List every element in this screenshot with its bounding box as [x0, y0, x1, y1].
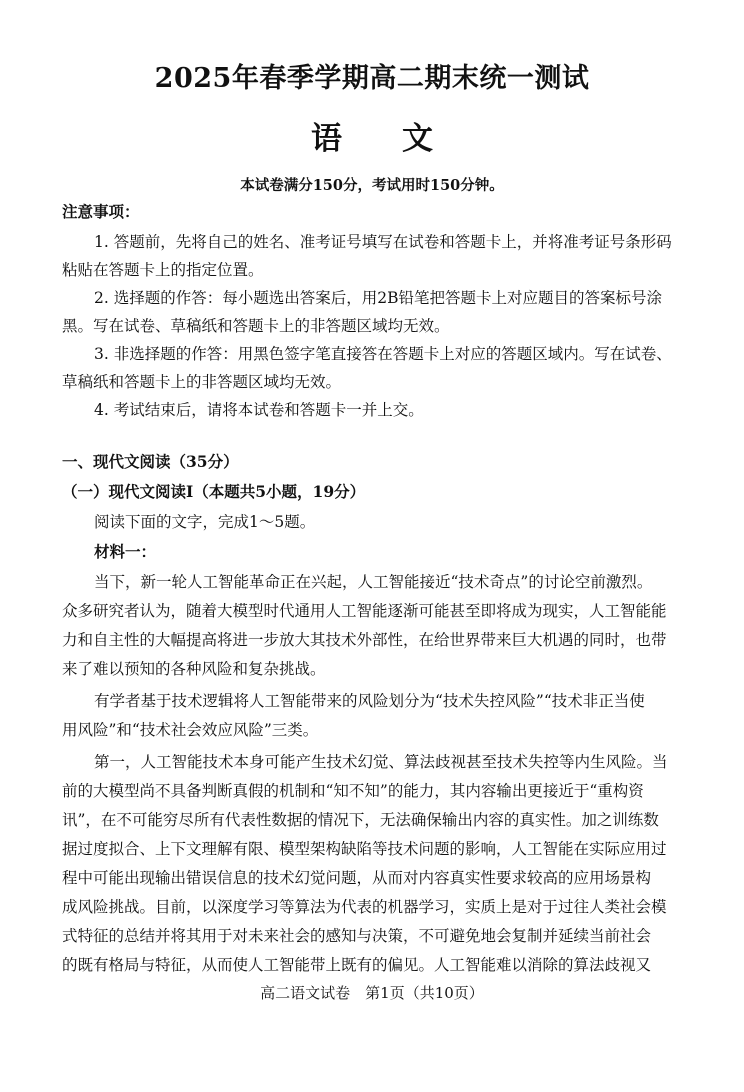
passage-line: 成风险挑战。目前，以深度学习等算法为代表的机器学习，实质上是对于过往人类社会模 — [62, 898, 667, 916]
section-subtitle: （一）现代文阅读Ⅰ（本题共5小题，19分） — [62, 482, 366, 501]
passage-line: 式特征的总结并将其用于对未来社会的感知与决策，不可避免地会复制并延续当前社会 — [62, 927, 652, 945]
notice-line: 1. 答题前，先将自己的姓名、准考证号填写在试卷和答题卡上，并将准考证号条形码 — [94, 233, 672, 251]
passage-line: 有学者基于技术逻辑将人工智能带来的风险划分为“技术失控风险”“技术非正当使 — [94, 692, 645, 710]
notice-line: 粘贴在答题卡上的指定位置。 — [62, 261, 264, 279]
page-footer: 高二语文试卷 第1页（共10页） — [260, 984, 484, 1002]
notice-line: 2. 选择题的作答：每小题选出答案后，用2B铅笔把答题卡上对应题目的答案标号涂 — [94, 289, 662, 307]
notice-line: 黑。写在试卷、草稿纸和答题卡上的非答题区域均无效。 — [62, 317, 450, 335]
material-label: 材料一： — [94, 542, 157, 561]
exam-info: 本试卷满分150分，考试用时150分钟。 — [240, 177, 504, 194]
subject-title — [0, 113, 744, 158]
passage-line: 前的大模型尚不具备判断真假的机制和“知不知”的能力，其内容输出更接近于“重构资 — [62, 782, 644, 800]
subject-char-1: 语 — [311, 121, 342, 157]
notice-heading: 注意事项： — [62, 202, 140, 221]
passage-line: 的既有格局与特征，从而使人工智能带上既有的偏见。人工智能难以消除的算法歧视又 — [62, 956, 652, 974]
section-title: 一、现代文阅读（35分） — [62, 452, 239, 471]
passage-line: 第一，人工智能技术本身可能产生技术幻觉、算法歧视甚至技术失控等内生风险。当 — [94, 753, 668, 771]
passage-line: 据过度拟合、上下文理解有限、模型架构缺陷等技术问题的影响，人工智能在实际应用过 — [62, 840, 667, 858]
passage-line: 来了难以预知的各种风险和复杂挑战。 — [62, 660, 326, 678]
reading-instruction: 阅读下面的文字，完成1～5题。 — [94, 513, 316, 531]
notice-line: 4. 考试结束后，请将本试卷和答题卡一并上交。 — [94, 401, 424, 419]
exam-title: 2025年春季学期高二期末统一测试 — [154, 63, 590, 94]
passage-line: 众多研究者认为，随着大模型时代通用人工智能逐渐可能甚至即将成为现实，人工智能能 — [62, 602, 667, 620]
notice-line: 草稿纸和答题卡上的非答题区域均无效。 — [62, 373, 342, 391]
passage-line: 讯”，在不可能穷尽所有代表性数据的情况下，无法确保输出内容的真实性。加之训练数 — [62, 811, 659, 829]
passage-line: 程中可能出现输出错误信息的技术幻觉问题，从而对内容真实性要求较高的应用场景构 — [62, 869, 652, 887]
subject-char-2: 文 — [402, 121, 433, 157]
passage-line: 当下，新一轮人工智能革命正在兴起，人工智能接近“技术奇点”的讨论空前激烈。 — [94, 573, 653, 591]
passage-line: 力和自主性的大幅提高将进一步放大其技术外部性，在给世界带来巨大机遇的同时，也带 — [62, 631, 667, 649]
notice-line: 3. 非选择题的作答：用黑色签字笔直接答在答题卡上对应的答题区域内。写在试卷、 — [94, 345, 672, 363]
passage-line: 用风险”和“技术社会效应风险”三类。 — [62, 721, 319, 739]
